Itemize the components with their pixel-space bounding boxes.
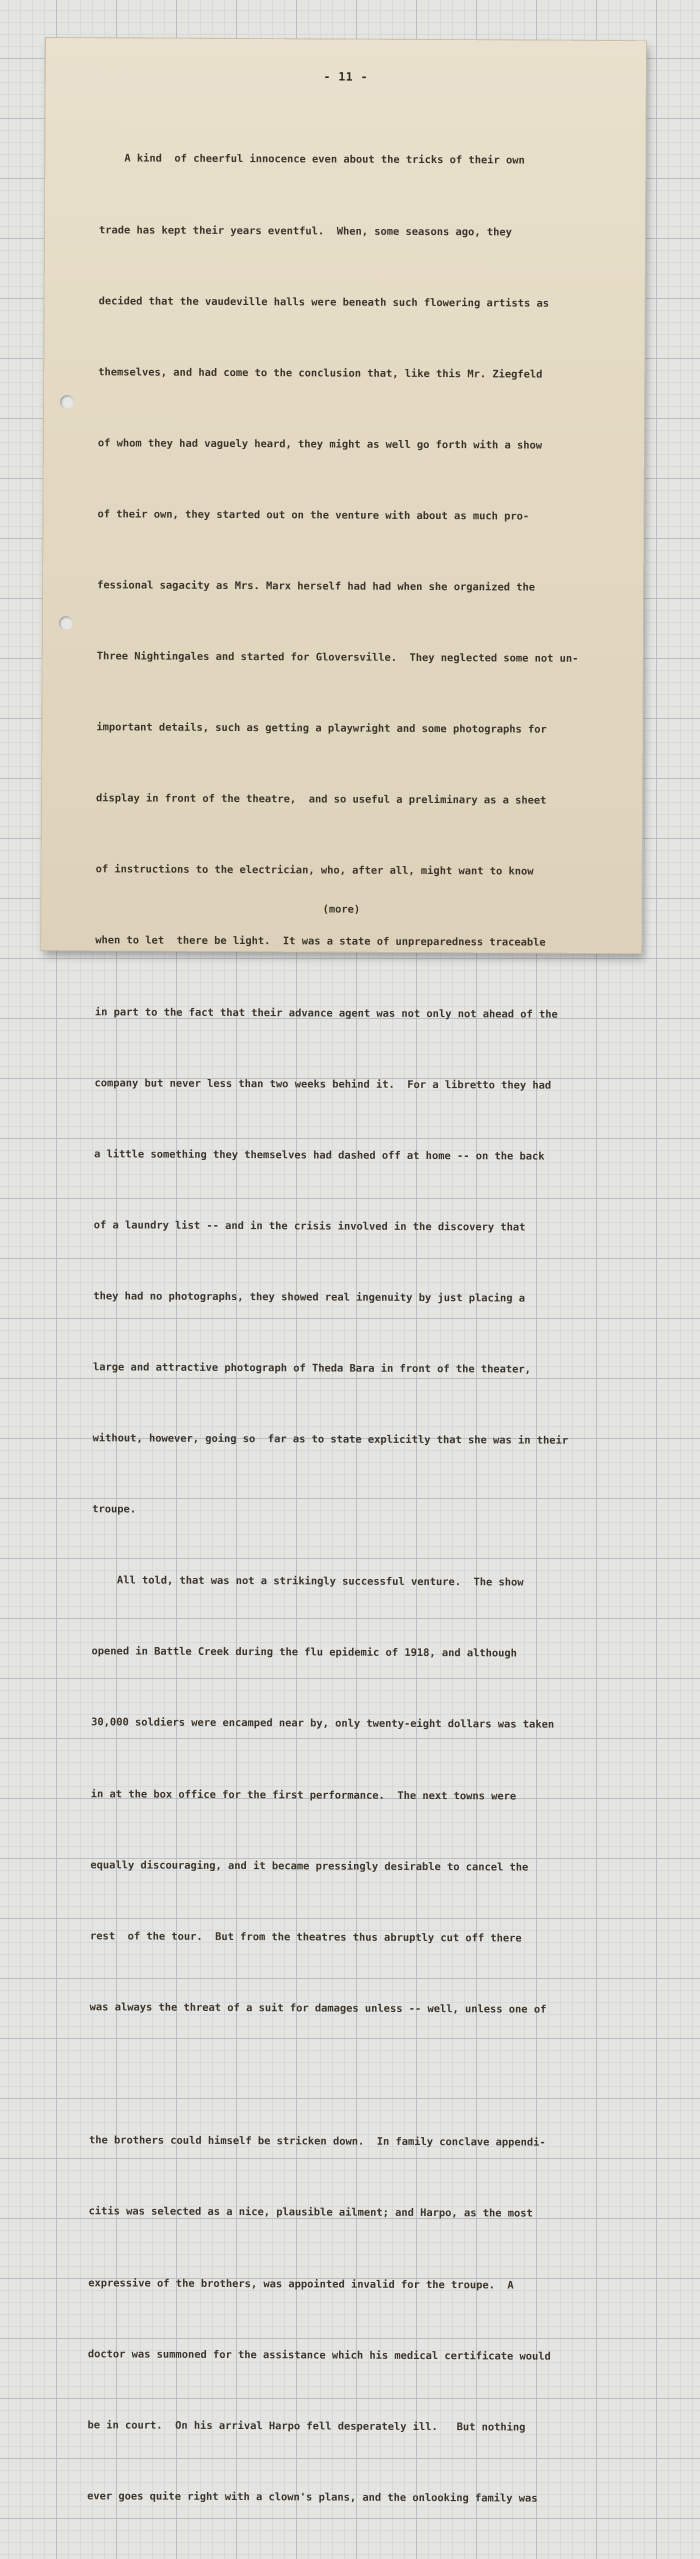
line-gap [89, 2067, 649, 2085]
text-line: decided that the vaudeville halls were beneath such flowering artists as [98, 294, 550, 310]
text-line: of a laundry list -- and in the crisis involved in the discovery that [93, 1219, 526, 1234]
text-line: fessional sagacity as Mrs. Marx herself had had when she organized the [97, 579, 536, 594]
text-line: company but never less than two weeks behind it. For a libretto they had [94, 1076, 552, 1092]
text-line: troupe. [92, 1503, 137, 1516]
text-line: of their own, they started out on the venture with about as much pro- [97, 508, 530, 523]
text-line: display in front of the theatre, and so useful a preliminary as a sheet [95, 792, 547, 807]
text-line: of instructions to the electrician, who, after all, might want to know [95, 863, 534, 878]
text-line: they had no photographs, they showed real ingenuity by just placing a [93, 1290, 526, 1305]
text-line: the brothers could himself be stricken down. In family conclave appendi- [88, 2134, 546, 2149]
text-line: of whom they had vaguely heard, they might as well go forth with a show [97, 437, 543, 452]
text-line: a little something they themselves had dashed off at home -- on the back [94, 1147, 545, 1163]
page-number: - 11 - [323, 69, 369, 84]
body-text [87, 100, 660, 2559]
text-line: ever goes quite right with a clown's plans, and the onlooking family was [87, 2490, 538, 2505]
text-line: was always the threat of a suit for damages unless -- well, unless one of [89, 2001, 547, 2016]
text-line: large and attractive photograph of Theda Bara in front of the theater, [93, 1361, 531, 1376]
text-line: opened in Battle Creek during the flu epidemic of 1918, and although [91, 1645, 517, 1660]
continuation-marker: (more) [322, 903, 361, 916]
text-line: in at the box office for the first performance. The next towns were [90, 1787, 517, 1803]
typewritten-page [41, 38, 646, 2505]
text-line: All told, that was not a strikingly successful venture. The show [91, 1574, 524, 1589]
punch-hole [60, 395, 74, 409]
text-line: citis was selected as a nice, plausible ailment; and Harpo, as the most [88, 2205, 533, 2221]
text-line: trade has kept their years eventful. When, some seasons ago, they [98, 223, 512, 238]
text-line: equally discouraging, and it became pressingly desirable to cancel the [90, 1858, 529, 1874]
text-line: when to let there be light. It was a state of unpreparedness traceable [95, 934, 546, 950]
text-line: expressive of the brothers, was appointed invalid for the troupe. A [88, 2276, 514, 2292]
text-line: without, however, going so far as to state explicitly that she was in their [92, 1432, 569, 1447]
text-line: themselves, and had come to the conclusion that, like this Mr. Ziegfeld [98, 365, 543, 381]
text-line: Three Nightingales and started for Gloversville. They neglected some not un- [96, 650, 579, 665]
text-line: in part to the fact that their advance agent was not only not ahead of the [94, 1005, 558, 1021]
text-line: 30,000 soldiers were encamped near by, only twenty-eight dollars was taken [91, 1716, 555, 1732]
punch-hole [59, 616, 73, 630]
text-line: rest of the tour. But from the theatres thus abruptly cut off there [90, 1930, 522, 1945]
text-line: be in court. On his arrival Harpo fell desperately ill. But nothing [87, 2418, 526, 2434]
text-line: important details, such as getting a playwright and some photographs for [96, 721, 547, 736]
text-line: A kind of cheerful innocence even about the tricks of their own [99, 152, 525, 167]
text-line: doctor was summoned for the assistance which his medical certificate would [87, 2347, 551, 2363]
